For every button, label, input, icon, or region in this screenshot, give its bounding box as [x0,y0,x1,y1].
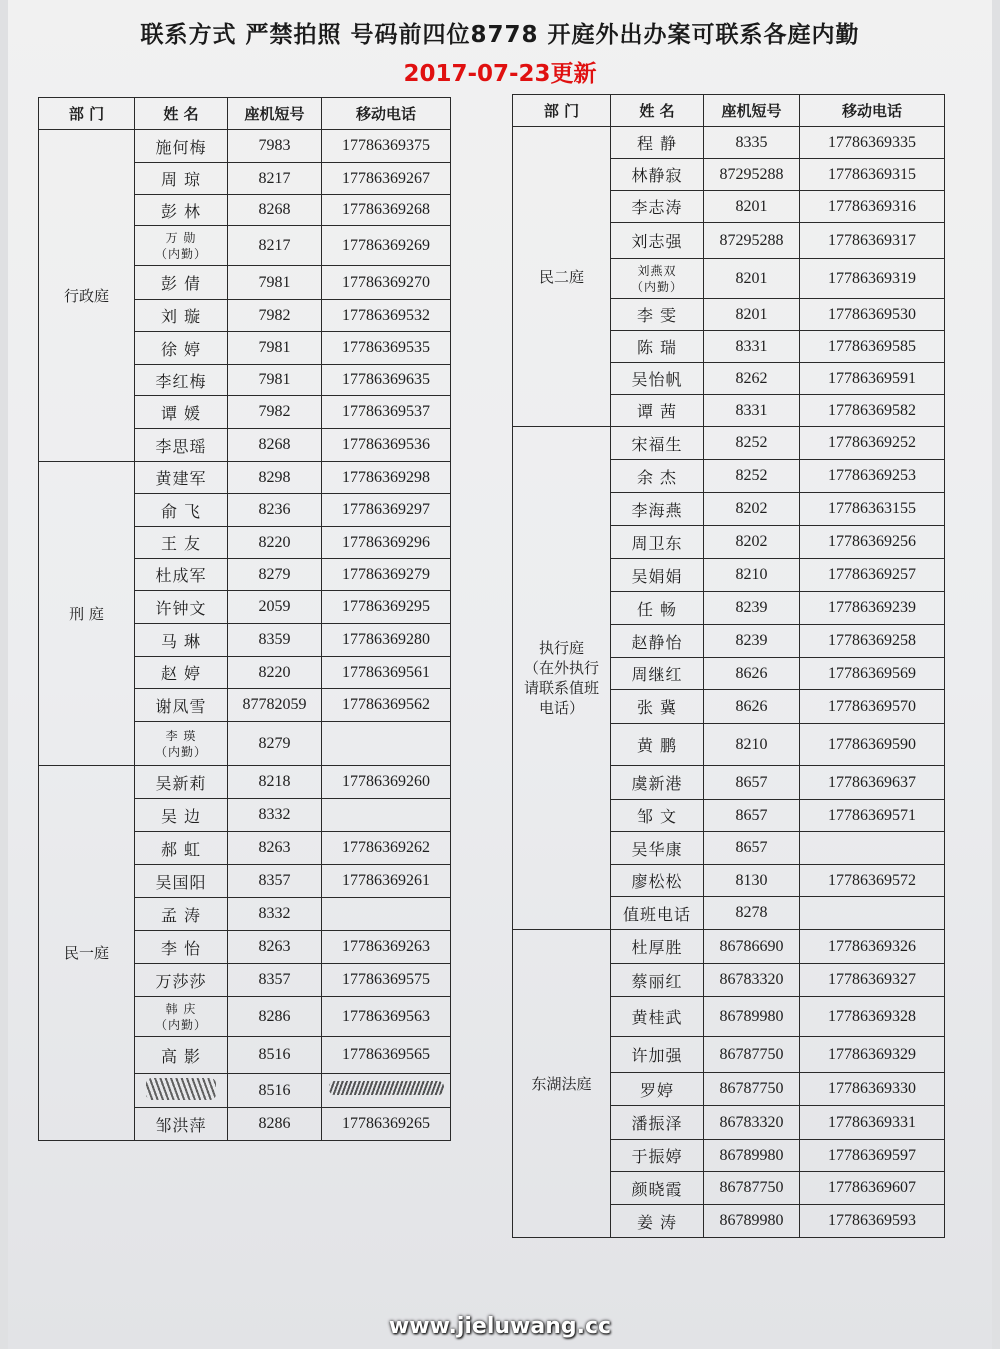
short-number-cell: 8268 [228,429,322,462]
page-title: 联系方式 严禁拍照 号码前四位8778 开庭外出办案可联系各庭内勤 [140,22,860,48]
mobile-cell: 17786369637 [800,766,945,800]
department-cell [39,766,135,1141]
name-cell [611,395,704,427]
mobile-cell: 17786369537 [322,396,451,429]
short-number-cell: 86787750 [704,1073,800,1106]
name-cell [611,299,704,331]
short-number-cell: 8236 [228,494,322,527]
short-number-cell: 8210 [704,724,800,766]
mobile-cell: 17786369267 [322,163,451,195]
name-cell [135,624,228,657]
name-cell [135,1037,228,1074]
short-number-cell: 8286 [228,997,322,1037]
person-name: 马 琳 [160,631,202,651]
person-name: 罗婷 [639,1080,674,1100]
person-name: 吴怡帆 [631,370,683,389]
mobile-cell [322,722,451,766]
short-number-cell: 8201 [704,191,800,223]
name-cell [611,865,704,897]
mobile-cell: 17786369563 [322,997,451,1037]
role-note: （内勤） [154,1017,207,1032]
person-name: 程 静 [636,134,678,153]
name-cell [611,800,704,832]
person-name: 高 影 [160,1046,202,1066]
header-name: 姓 名 [135,98,228,130]
short-number-cell: 87295288 [704,159,800,191]
mobile-cell: 17786369268 [322,195,451,226]
short-number-cell: 7982 [228,396,322,429]
person-name: 李 瑛 [165,728,197,743]
name-cell [611,159,704,191]
short-number-cell: 8268 [228,195,322,226]
name-cell [611,223,704,259]
mobile-cell: 17786369593 [800,1205,945,1238]
mobile-cell: 17786369329 [800,1037,945,1073]
mobile-cell: 17786369296 [322,527,451,559]
person-name: 李思瑶 [155,436,207,456]
mobile-cell: 17786369261 [322,865,451,898]
person-name: 谢凤雪 [155,696,207,716]
short-number-cell: 8239 [704,625,800,658]
redacted-scribble [146,1078,216,1100]
name-cell [135,195,228,226]
person-name: 李 怡 [160,938,202,958]
person-name: 谭 媛 [160,403,202,423]
mobile-cell: 17786369571 [800,800,945,832]
mobile-cell: 17786369327 [800,964,945,997]
mobile-cell: 17786369590 [800,724,945,766]
short-number-cell: 8217 [228,163,322,195]
mobile-cell: 17786369582 [800,395,945,427]
person-name: 万莎莎 [155,971,207,991]
mobile-cell: 17786369530 [800,299,945,331]
mobile-cell: 17786369335 [800,127,945,159]
person-name: 彭 倩 [160,274,202,293]
name-cell [135,462,228,494]
mobile-cell: 17786369253 [800,460,945,493]
header-short-number: 座机短号 [704,95,800,127]
person-name: 俞 飞 [160,501,202,521]
short-number-cell: 86789980 [704,1205,800,1238]
short-number-cell: 8359 [228,624,322,657]
name-cell [135,591,228,624]
short-number-cell: 8332 [228,898,322,931]
name-cell [135,865,228,898]
mobile-cell: 17786369297 [322,494,451,527]
table-row [39,766,451,799]
short-number-cell: 8201 [704,299,800,331]
short-number-cell: 8331 [704,395,800,427]
mobile-cell: 17786369570 [800,690,945,724]
role-note: （内勤） [630,279,683,294]
short-number-cell: 8130 [704,865,800,897]
short-number-cell: 8331 [704,331,800,363]
mobile-cell: 17786369239 [800,592,945,625]
name-cell [611,592,704,625]
name-cell [135,1108,228,1141]
short-number-cell: 87295288 [704,223,800,259]
short-number-cell: 2059 [228,591,322,624]
person-name: 虞新港 [631,774,683,793]
mobile-cell: 17786369575 [322,964,451,997]
short-number-cell: 8298 [228,462,322,494]
name-cell [135,527,228,559]
name-cell [611,766,704,800]
short-number-cell: 8263 [228,832,322,865]
mobile-cell: 17786369265 [322,1108,451,1141]
short-number-cell: 86783320 [704,964,800,997]
short-number-cell: 8262 [704,363,800,395]
short-number-cell: 8210 [704,559,800,592]
person-name: 周继红 [631,665,683,684]
person-name: 任 畅 [636,599,678,619]
name-cell [611,127,704,159]
table-header-row [39,98,451,130]
name-cell [611,526,704,559]
mobile-cell: 17786369298 [322,462,451,494]
short-number-cell: 8357 [228,865,322,898]
mobile-cell: 17786369270 [322,266,451,300]
person-name: 蔡丽红 [631,971,683,991]
mobile-cell: 17786369331 [800,1106,945,1140]
mobile-cell: 17786369319 [800,259,945,299]
name-cell [611,363,704,395]
header-dept: 部 门 [39,98,135,130]
person-name: 赵静怡 [631,632,683,652]
short-number-cell: 8657 [704,832,800,865]
short-number-cell: 8218 [228,766,322,799]
mobile-cell: 17786369597 [800,1140,945,1172]
short-number-cell: 8202 [704,493,800,526]
name-cell [611,1172,704,1205]
person-name: 施何梅 [155,137,207,157]
mobile-cell: 17786369330 [800,1073,945,1106]
person-name: 杜成军 [155,566,207,585]
short-number-cell: 8252 [704,460,800,493]
mobile-cell: 17786369263 [322,931,451,964]
mobile-cell: 17786369269 [322,226,451,266]
mobile-cell: 17786369532 [322,300,451,332]
person-name: 李 雯 [636,306,678,325]
short-number-cell: 8201 [704,259,800,299]
short-number-cell: 8217 [228,226,322,266]
person-name: 万 勋 [165,230,197,245]
left-contact-table [38,97,451,1141]
department-cell [39,130,135,462]
person-name: 刘 璇 [160,307,202,326]
person-name: 刘志强 [631,232,683,251]
mobile-cell [322,898,451,931]
department-cell [39,462,135,766]
right-contact-table [512,94,945,1238]
name-cell [611,1106,704,1140]
name-cell [135,1074,228,1108]
header-mobile: 移动电话 [322,98,451,130]
site-watermark: www.jieluwang.cc [388,1314,612,1339]
person-name: 张 冀 [636,698,678,717]
short-number-cell: 8279 [228,559,322,591]
short-number-cell: 8279 [228,722,322,766]
short-number-cell: 8286 [228,1108,322,1141]
mobile-cell: 17786369562 [322,689,451,722]
mobile-cell: 17786369536 [322,429,451,462]
mobile-cell: 17786369317 [800,223,945,259]
mobile-cell [322,799,451,832]
person-name: 宋福生 [631,434,683,454]
short-number-cell: 86789980 [704,1140,800,1172]
short-number-cell: 8220 [228,527,322,559]
person-name: 吴新莉 [155,773,207,793]
update-date: 2017-07-23更新 [403,61,597,87]
short-number-cell: 8516 [228,1074,322,1108]
mobile-cell: 17786369535 [322,332,451,365]
person-name: 吴 边 [160,806,202,826]
table-row [39,462,451,494]
mobile-cell: 17786369258 [800,625,945,658]
mobile-cell: 17786369561 [322,657,451,689]
short-number-cell: 7983 [228,130,322,163]
mobile-cell: 17786363155 [800,493,945,526]
department-name: 东湖法庭 [531,1074,592,1093]
person-name: 赵 婷 [160,664,202,683]
person-name: 徐 婷 [160,339,202,359]
name-cell [135,494,228,527]
name-cell [611,460,704,493]
person-name: 王 友 [160,534,202,553]
short-number-cell: 7981 [228,266,322,300]
department-name: 执行庭 [538,639,584,657]
department-cell [513,427,611,930]
short-number-cell: 8252 [704,427,800,460]
mobile-cell: 17786369316 [800,191,945,223]
name-cell [611,331,704,363]
mobile-cell: 17786369607 [800,1172,945,1205]
mobile-cell: 17786369295 [322,591,451,624]
mobile-cell [800,832,945,865]
person-name: 廖松松 [631,872,683,891]
person-name: 吴国阳 [155,872,207,892]
person-name: 林静寂 [631,166,683,185]
name-cell [611,997,704,1037]
person-name: 黄 鹏 [636,736,678,755]
short-number-cell: 7981 [228,332,322,365]
person-name: 吴娟娟 [631,566,683,586]
name-cell [611,1073,704,1106]
short-number-cell: 8263 [228,931,322,964]
name-cell [135,997,228,1037]
short-number-cell: 86787750 [704,1172,800,1205]
name-cell [135,300,228,332]
short-number-cell: 8626 [704,690,800,724]
department-cell [513,127,611,427]
short-number-cell: 8278 [704,897,800,930]
department-name: 民二庭 [538,267,584,286]
mobile-cell: 17786369585 [800,331,945,363]
name-cell [135,898,228,931]
table-header-row [513,95,945,127]
short-number-cell: 8516 [228,1037,322,1074]
name-cell [135,722,228,766]
mobile-cell: 17786369315 [800,159,945,191]
name-cell [135,799,228,832]
name-cell [611,1037,704,1073]
short-number-cell: 8220 [228,657,322,689]
short-number-cell: 86789980 [704,997,800,1037]
person-name: 韩 庆 [165,1001,197,1016]
department-name: 行政庭 [63,286,109,305]
short-number-cell: 7982 [228,300,322,332]
mobile-cell: 17786369326 [800,930,945,964]
person-name: 杜厚胜 [631,938,683,957]
name-cell [611,559,704,592]
role-note: （内勤） [154,744,207,759]
name-cell [135,226,228,266]
redacted-scribble [329,1081,444,1095]
short-number-cell: 87782059 [228,689,322,722]
mobile-cell: 17786369569 [800,658,945,690]
name-cell [135,689,228,722]
name-cell [611,964,704,997]
name-cell [611,832,704,865]
person-name: 许加强 [631,1046,683,1065]
person-name: 邹洪萍 [155,1115,207,1135]
name-cell [611,724,704,766]
table-row [513,127,945,159]
mobile-cell: 17786369280 [322,624,451,657]
name-cell [135,964,228,997]
person-name: 许钟文 [155,598,207,618]
name-cell [135,766,228,799]
person-name: 邹 文 [636,807,678,826]
mobile-cell: 17786369256 [800,526,945,559]
mobile-cell [800,897,945,930]
short-number-cell: 8657 [704,800,800,832]
name-cell [611,191,704,223]
mobile-cell: 17786369328 [800,997,945,1037]
name-cell [135,130,228,163]
table-row [513,930,945,964]
mobile-cell: 17786369572 [800,865,945,897]
person-name: 于振婷 [631,1147,683,1166]
short-number-cell: 86783320 [704,1106,800,1140]
short-number-cell: 8239 [704,592,800,625]
name-cell [611,658,704,690]
short-number-cell: 86786690 [704,930,800,964]
person-name: 姜 涛 [636,1212,678,1232]
name-cell [611,897,704,930]
person-name: 李志涛 [631,198,683,217]
mobile-cell: 17786369635 [322,365,451,396]
name-cell [611,930,704,964]
role-note: （内勤） [154,246,207,261]
person-name: 黄桂武 [631,1008,683,1027]
mobile-cell: 17786369565 [322,1037,451,1074]
mobile-cell: 17786369262 [322,832,451,865]
person-name: 值班电话 [622,904,691,924]
short-number-cell: 8335 [704,127,800,159]
short-number-cell: 8657 [704,766,800,800]
mobile-cell: 17786369591 [800,363,945,395]
name-cell [611,625,704,658]
name-cell [135,163,228,195]
person-name: 余 杰 [636,467,678,487]
person-name: 颜晓霞 [631,1179,683,1199]
person-name: 谭 茜 [636,402,678,421]
person-name: 周 琼 [160,170,202,189]
department-cell [513,930,611,1238]
name-cell [611,493,704,526]
short-number-cell: 8626 [704,658,800,690]
short-number-cell: 7981 [228,365,322,396]
person-name: 吴华康 [631,839,683,859]
short-number-cell: 8357 [228,964,322,997]
department-name: 民一庭 [63,944,109,962]
department-name: 刑 庭 [69,604,104,623]
name-cell [611,1205,704,1238]
name-cell [611,427,704,460]
person-name: 刘燕双 [637,263,677,278]
name-cell [135,657,228,689]
table-row [513,427,945,460]
header-short-number: 座机短号 [228,98,322,130]
name-cell [135,931,228,964]
short-number-cell: 86787750 [704,1037,800,1073]
mobile-cell [322,1074,451,1108]
mobile-cell: 17786369375 [322,130,451,163]
mobile-cell: 17786369252 [800,427,945,460]
table-row [39,130,451,163]
short-number-cell: 8332 [228,799,322,832]
mobile-cell: 17786369260 [322,766,451,799]
name-cell [611,690,704,724]
person-name: 孟 涛 [160,905,202,925]
person-name: 彭 林 [160,201,202,221]
department-note: （在外执行请联系值班电话） [523,659,599,717]
name-cell [135,559,228,591]
person-name: 黄建军 [155,469,207,488]
mobile-cell: 17786369257 [800,559,945,592]
person-name: 潘振泽 [631,1114,683,1133]
person-name: 李红梅 [155,371,207,391]
header-mobile: 移动电话 [800,95,945,127]
header-name: 姓 名 [611,95,704,127]
name-cell [135,429,228,462]
person-name: 陈 瑞 [636,338,678,357]
person-name: 郝 虹 [160,839,202,859]
header-dept: 部 门 [513,95,611,127]
mobile-cell: 17786369279 [322,559,451,591]
name-cell [611,259,704,299]
name-cell [611,1140,704,1172]
person-name: 李海燕 [631,500,683,520]
name-cell [135,365,228,396]
name-cell [135,266,228,300]
person-name: 周卫东 [631,533,683,553]
name-cell [135,332,228,365]
short-number-cell: 8202 [704,526,800,559]
name-cell [135,832,228,865]
name-cell [135,396,228,429]
